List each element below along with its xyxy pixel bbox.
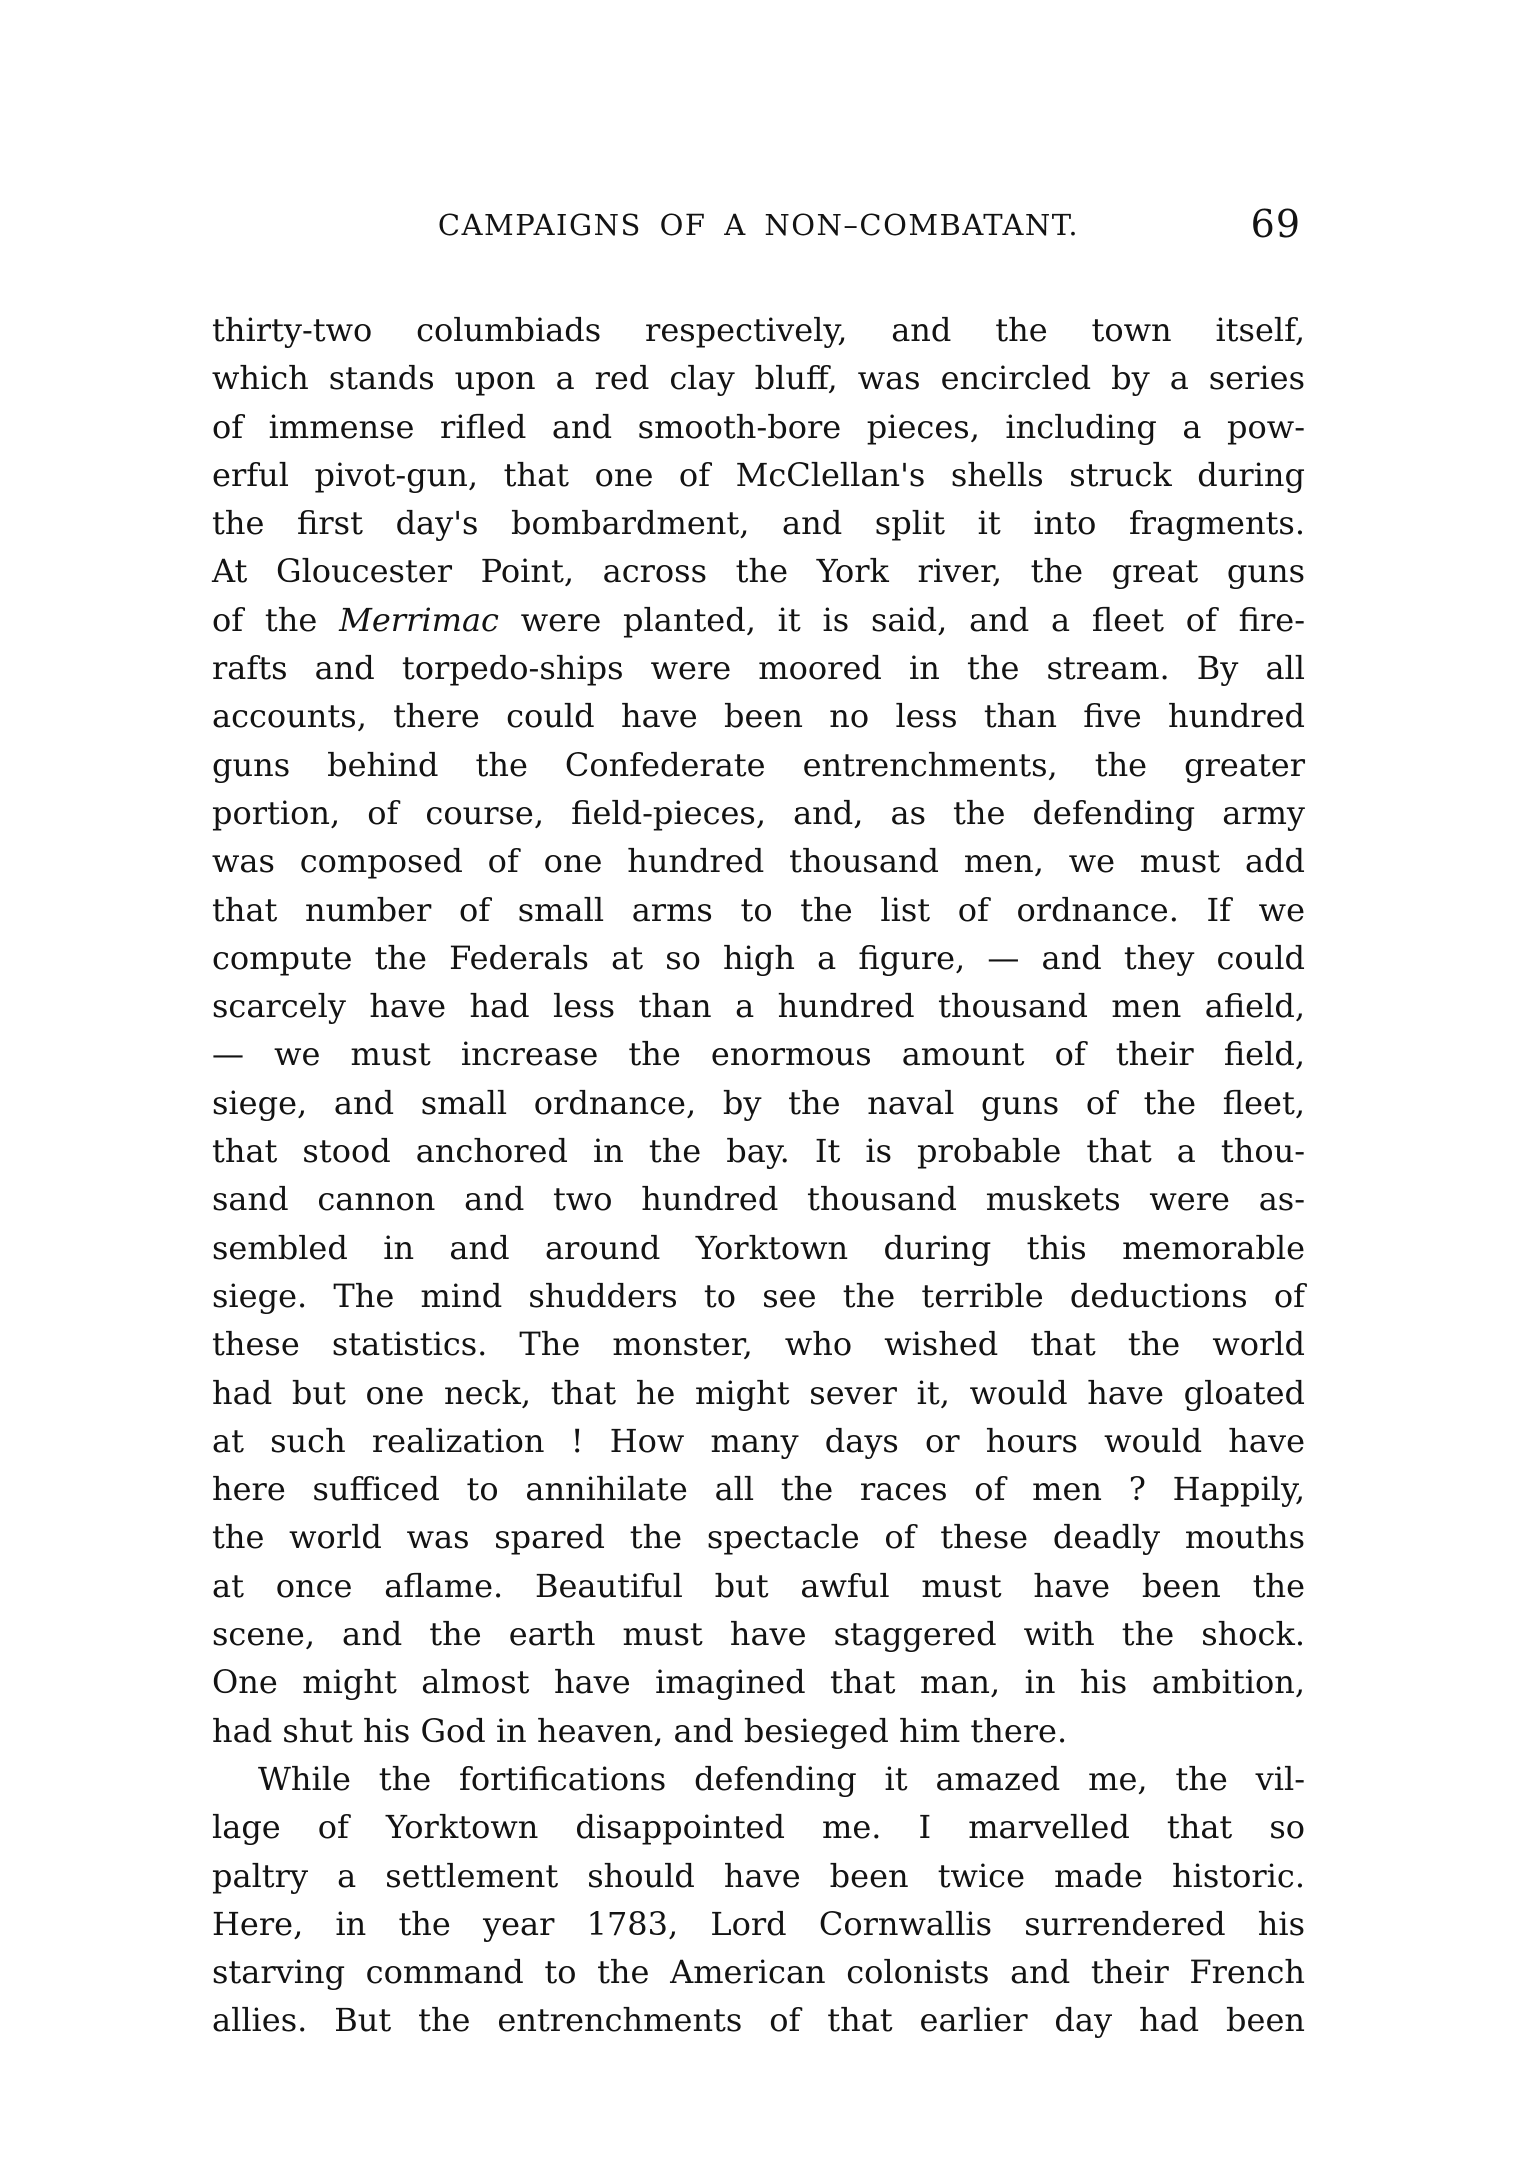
text-line — [212, 1658, 1305, 1706]
text-line — [212, 741, 1305, 789]
text-segment: of the — [212, 600, 340, 639]
text-segment: compute the Federals at so high a figure, — and they could — [212, 938, 1305, 977]
text-segment: guns behind the Confederate entrenchments, the greater — [212, 745, 1305, 784]
text-line — [212, 1562, 1305, 1610]
text-segment: were planted, it is said, and a fleet of fire- — [498, 600, 1306, 639]
text-segment: sembled in and around Yorktown during this memorable — [212, 1228, 1305, 1267]
text-segment: that number of small arms to the list of ordnance. If we — [212, 890, 1305, 929]
text-segment: rafts and torpedo-ships were moored in the stream. By all — [212, 649, 1305, 688]
text-line — [212, 1272, 1305, 1320]
text-segment: these statistics. The monster, who wished that the world — [212, 1325, 1305, 1364]
text-segment: sand cannon and two hundred thousand muskets were as- — [212, 1180, 1305, 1219]
text-segment: had shut his God in heaven, and besieged him there. — [212, 1711, 1068, 1750]
text-segment: At Gloucester Point, across the York river, the great guns — [212, 552, 1305, 591]
text-line — [212, 789, 1305, 837]
text-line — [212, 1900, 1305, 1948]
text-line — [212, 499, 1305, 547]
text-line — [212, 451, 1305, 499]
text-segment: erful pivot-gun, that one of McClellan's shells struck during — [212, 455, 1305, 494]
text-segment: — we must increase the enormous amount of their field, — [212, 1035, 1305, 1074]
text-segment: scarcely have had less than a hundred thousand men afield, — [212, 987, 1305, 1026]
text-line — [212, 1465, 1305, 1513]
text-line — [212, 1803, 1305, 1851]
text-segment: scene, and the earth must have staggered with the shock. — [212, 1615, 1305, 1654]
text-segment: paltry a settlement should have been twice made historic. — [212, 1856, 1305, 1895]
text-line — [212, 1996, 1305, 2044]
text-line — [212, 1127, 1305, 1175]
text-line — [212, 1224, 1305, 1272]
text-line — [212, 1030, 1305, 1078]
text-line — [212, 547, 1305, 595]
text-segment: the first day's bombardment, and split it into fragments. — [212, 504, 1305, 543]
text-segment: at once aflame. Beautiful but awful must have been the — [212, 1566, 1305, 1605]
text-line — [212, 1513, 1305, 1561]
text-line — [212, 644, 1305, 692]
running-header — [212, 202, 1305, 248]
text-segment: lage of Yorktown disappointed me. I marvelled that so — [212, 1808, 1305, 1847]
text-segment: the world was spared the spectacle of these deadly mouths — [212, 1518, 1305, 1557]
text-line — [212, 596, 1305, 644]
text-line — [212, 306, 1305, 354]
page-title: CAMPAIGNS OF A NON–COMBATANT. — [437, 208, 1080, 242]
text-line — [212, 1948, 1305, 1996]
italic-text: Merrimac — [339, 600, 499, 639]
text-segment: at such realization ! How many days or hours would have — [212, 1421, 1305, 1460]
text-segment: that stood anchored in the bay. It is probable that a thou- — [212, 1132, 1305, 1171]
text-line — [212, 1320, 1305, 1368]
text-segment: which stands upon a red clay bluff, was encircled by a series — [212, 359, 1305, 398]
text-line — [212, 354, 1305, 402]
text-segment: had but one neck, that he might sever it, would have gloated — [212, 1373, 1305, 1412]
text-line — [212, 982, 1305, 1030]
text-segment: allies. But the entrenchments of that earlier day had been — [212, 2001, 1305, 2040]
text-line — [212, 1755, 1305, 1803]
text-segment: of immense rifled and smooth-bore pieces, including a pow- — [212, 407, 1305, 446]
text-segment: Here, in the year 1783, Lord Cornwallis surrendered his — [212, 1904, 1305, 1943]
text-segment: was composed of one hundred thousand men, we must add — [212, 842, 1305, 881]
text-segment: While the fortifications defending it amazed me, the vil- — [258, 1759, 1305, 1798]
text-segment: siege. The mind shudders to see the terrible deductions of — [212, 1276, 1305, 1315]
text-line — [212, 1707, 1305, 1755]
text-segment: accounts, there could have been no less than five hundred — [212, 697, 1305, 736]
text-line — [212, 1079, 1305, 1127]
text-line — [212, 692, 1305, 740]
text-line — [212, 1175, 1305, 1223]
text-line — [212, 886, 1305, 934]
text-line — [212, 1610, 1305, 1658]
text-line — [212, 1852, 1305, 1900]
text-line — [212, 403, 1305, 451]
page-text — [212, 306, 1305, 2045]
text-line — [212, 934, 1305, 982]
text-segment: One might almost have imagined that man, in his ambition, — [212, 1663, 1305, 1702]
text-segment: starving command to the American colonists and their French — [212, 1953, 1305, 1992]
text-line — [212, 1369, 1305, 1417]
text-segment: here sufficed to annihilate all the races of men ? Happily, — [212, 1470, 1305, 1509]
text-line — [212, 1417, 1305, 1465]
text-segment: portion, of course, field-pieces, and, as the defending army — [212, 793, 1305, 832]
page-number: 69 — [1250, 202, 1301, 246]
text-segment: siege, and small ordnance, by the naval guns of the fleet, — [212, 1083, 1305, 1122]
text-segment: thirty-two columbiads respectively, and the town itself, — [212, 311, 1305, 349]
text-line — [212, 837, 1305, 885]
